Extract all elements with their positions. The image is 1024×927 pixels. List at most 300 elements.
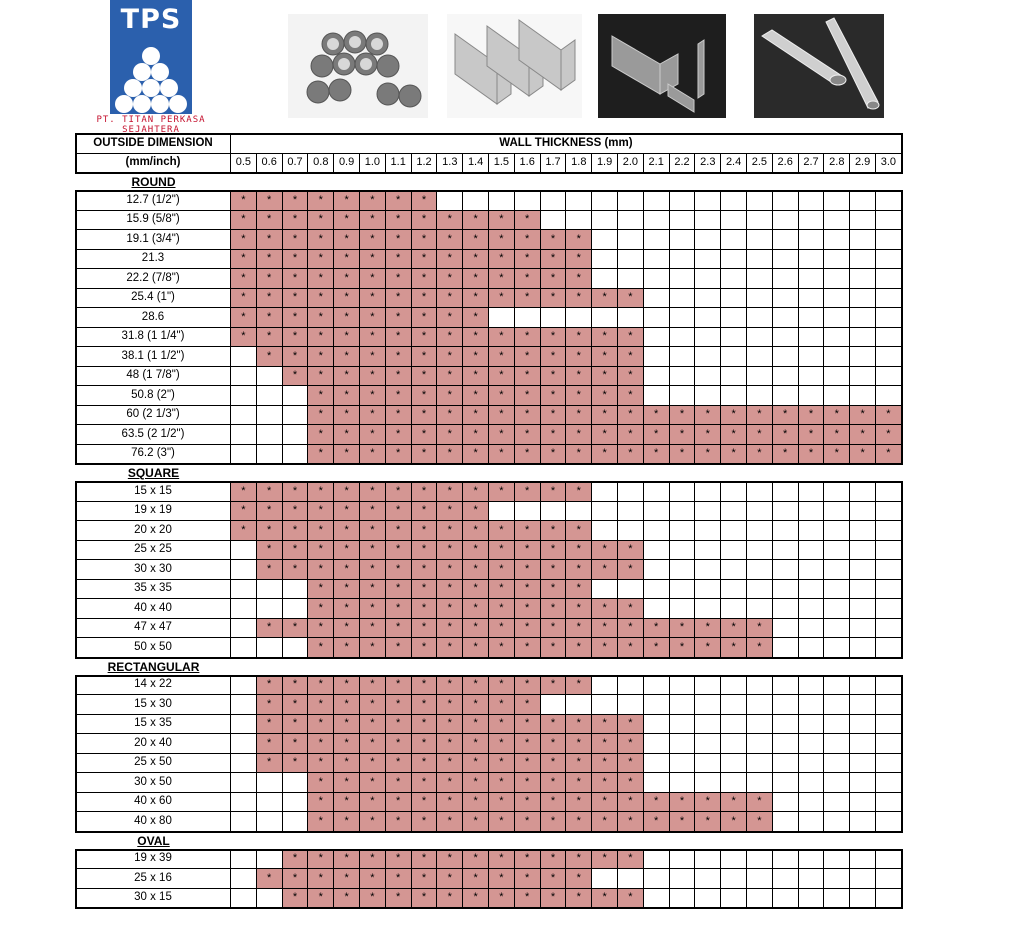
available-cell: *	[334, 482, 360, 502]
empty-cell	[824, 889, 850, 909]
empty-cell	[850, 869, 876, 889]
available-cell: *	[386, 502, 412, 522]
empty-cell	[747, 521, 773, 541]
empty-cell	[618, 250, 644, 270]
available-cell: *	[489, 580, 515, 600]
available-cell: *	[334, 754, 360, 774]
available-cell: *	[437, 580, 463, 600]
empty-cell	[824, 211, 850, 231]
available-cell: *	[334, 560, 360, 580]
size-cell: 25 x 25	[76, 541, 231, 561]
empty-cell	[824, 347, 850, 367]
empty-cell	[721, 773, 747, 793]
empty-cell	[721, 599, 747, 619]
empty-cell	[463, 191, 489, 211]
available-cell: *	[283, 502, 309, 522]
available-cell: *	[257, 521, 283, 541]
available-cell: *	[334, 425, 360, 445]
available-cell: *	[773, 425, 799, 445]
available-cell: *	[541, 269, 567, 289]
thickness-column-header: 1.9	[592, 154, 618, 174]
empty-cell	[799, 289, 825, 309]
available-cell: *	[463, 406, 489, 426]
empty-cell	[644, 580, 670, 600]
available-cell: *	[283, 850, 309, 870]
available-cell: *	[360, 269, 386, 289]
empty-cell	[850, 191, 876, 211]
available-cell: *	[386, 580, 412, 600]
available-cell: *	[437, 773, 463, 793]
empty-cell	[876, 619, 902, 639]
available-cell: *	[308, 406, 334, 426]
available-cell: *	[334, 521, 360, 541]
available-cell: *	[231, 230, 257, 250]
empty-cell	[773, 638, 799, 658]
empty-cell	[231, 425, 257, 445]
available-cell: *	[412, 211, 438, 231]
empty-cell	[231, 599, 257, 619]
empty-cell	[824, 638, 850, 658]
empty-cell	[592, 482, 618, 502]
available-cell: *	[283, 560, 309, 580]
empty-cell	[773, 308, 799, 328]
empty-cell	[670, 211, 696, 231]
size-cell: 14 x 22	[76, 676, 231, 696]
available-cell: *	[541, 734, 567, 754]
available-cell: *	[850, 445, 876, 465]
available-cell: *	[308, 773, 334, 793]
empty-cell	[721, 541, 747, 561]
empty-cell	[876, 541, 902, 561]
empty-cell	[876, 580, 902, 600]
empty-cell	[618, 676, 644, 696]
available-cell: *	[618, 773, 644, 793]
empty-cell	[695, 521, 721, 541]
size-cell: 63.5 (2 1/2")	[76, 425, 231, 445]
available-cell: *	[257, 541, 283, 561]
empty-cell	[721, 869, 747, 889]
available-cell: *	[747, 425, 773, 445]
company-logo	[78, 0, 224, 135]
thickness-column-header: 2.5	[747, 154, 773, 174]
empty-cell	[773, 347, 799, 367]
available-cell: *	[360, 250, 386, 270]
available-cell: *	[308, 502, 334, 522]
available-cell: *	[541, 715, 567, 735]
empty-cell	[799, 773, 825, 793]
empty-cell	[824, 869, 850, 889]
available-cell: *	[412, 425, 438, 445]
available-cell: *	[463, 869, 489, 889]
empty-cell	[257, 850, 283, 870]
empty-cell	[876, 230, 902, 250]
empty-cell	[231, 386, 257, 406]
available-cell: *	[721, 619, 747, 639]
available-cell: *	[747, 445, 773, 465]
empty-cell	[824, 328, 850, 348]
empty-cell	[773, 191, 799, 211]
available-cell: *	[566, 269, 592, 289]
empty-cell	[850, 889, 876, 909]
empty-cell	[618, 211, 644, 231]
empty-cell	[231, 869, 257, 889]
available-cell: *	[412, 850, 438, 870]
available-cell: *	[618, 850, 644, 870]
available-cell: *	[463, 328, 489, 348]
empty-cell	[850, 773, 876, 793]
available-cell: *	[308, 715, 334, 735]
available-cell: *	[360, 191, 386, 211]
empty-cell	[592, 308, 618, 328]
empty-cell	[824, 773, 850, 793]
available-cell: *	[541, 328, 567, 348]
empty-cell	[773, 812, 799, 832]
empty-cell	[618, 695, 644, 715]
available-cell: *	[489, 211, 515, 231]
section-title: ROUND	[131, 175, 176, 189]
available-cell: *	[541, 850, 567, 870]
available-cell: *	[618, 541, 644, 561]
empty-cell	[824, 676, 850, 696]
available-cell: *	[437, 521, 463, 541]
empty-cell	[773, 328, 799, 348]
empty-cell	[799, 869, 825, 889]
empty-cell	[747, 889, 773, 909]
empty-cell	[824, 812, 850, 832]
empty-cell	[773, 211, 799, 231]
empty-cell	[670, 580, 696, 600]
available-cell: *	[231, 328, 257, 348]
empty-cell	[850, 715, 876, 735]
size-cell: 48 (1 7/8")	[76, 367, 231, 387]
empty-cell	[541, 695, 567, 715]
available-cell: *	[437, 793, 463, 813]
empty-cell	[695, 541, 721, 561]
empty-cell	[799, 812, 825, 832]
available-cell: *	[463, 754, 489, 774]
empty-cell	[257, 599, 283, 619]
available-cell: *	[437, 250, 463, 270]
available-cell: *	[747, 793, 773, 813]
available-cell: *	[566, 328, 592, 348]
empty-cell	[876, 676, 902, 696]
thickness-column-header: 0.9	[334, 154, 360, 174]
available-cell: *	[489, 619, 515, 639]
available-cell: *	[386, 250, 412, 270]
available-cell: *	[412, 289, 438, 309]
available-cell: *	[618, 367, 644, 387]
empty-cell	[773, 367, 799, 387]
empty-cell	[721, 754, 747, 774]
available-cell: *	[334, 676, 360, 696]
available-cell: *	[308, 793, 334, 813]
empty-cell	[644, 269, 670, 289]
available-cell: *	[412, 812, 438, 832]
empty-cell	[644, 850, 670, 870]
available-cell: *	[541, 619, 567, 639]
available-cell: *	[670, 812, 696, 832]
empty-cell	[799, 367, 825, 387]
empty-cell	[773, 250, 799, 270]
available-cell: *	[566, 850, 592, 870]
empty-cell	[773, 289, 799, 309]
available-cell: *	[412, 367, 438, 387]
empty-cell	[257, 889, 283, 909]
available-cell: *	[231, 191, 257, 211]
thickness-column-header: 2.7	[799, 154, 825, 174]
empty-cell	[773, 482, 799, 502]
empty-cell	[747, 386, 773, 406]
available-cell: *	[515, 734, 541, 754]
available-cell: *	[670, 793, 696, 813]
empty-cell	[824, 308, 850, 328]
available-cell: *	[515, 715, 541, 735]
available-cell: *	[412, 308, 438, 328]
empty-cell	[747, 715, 773, 735]
available-cell: *	[283, 869, 309, 889]
thickness-column-header: 2.9	[850, 154, 876, 174]
available-cell: *	[437, 269, 463, 289]
available-cell: *	[283, 328, 309, 348]
thickness-column-header: 1.7	[541, 154, 567, 174]
available-cell: *	[489, 889, 515, 909]
available-cell: *	[463, 793, 489, 813]
available-cell: *	[670, 406, 696, 426]
empty-cell	[695, 482, 721, 502]
available-cell: *	[334, 793, 360, 813]
available-cell: *	[231, 482, 257, 502]
empty-cell	[231, 347, 257, 367]
available-cell: *	[876, 406, 902, 426]
empty-cell	[850, 754, 876, 774]
size-cell: 20 x 20	[76, 521, 231, 541]
available-cell: *	[566, 869, 592, 889]
available-cell: *	[334, 191, 360, 211]
empty-cell	[644, 754, 670, 774]
size-cell: 25.4 (1")	[76, 289, 231, 309]
empty-cell	[644, 734, 670, 754]
available-cell: *	[360, 638, 386, 658]
empty-cell	[670, 869, 696, 889]
empty-cell	[670, 308, 696, 328]
available-cell: *	[463, 289, 489, 309]
thickness-column-header: 2.8	[824, 154, 850, 174]
available-cell: *	[515, 560, 541, 580]
empty-cell	[721, 386, 747, 406]
empty-cell	[721, 734, 747, 754]
empty-cell	[695, 715, 721, 735]
empty-cell	[799, 638, 825, 658]
empty-cell	[592, 269, 618, 289]
available-cell: *	[463, 599, 489, 619]
available-cell: *	[489, 812, 515, 832]
available-cell: *	[308, 599, 334, 619]
empty-cell	[231, 406, 257, 426]
empty-cell	[799, 521, 825, 541]
empty-cell	[231, 812, 257, 832]
available-cell: *	[386, 560, 412, 580]
available-cell: *	[747, 812, 773, 832]
available-cell: *	[334, 715, 360, 735]
available-cell: *	[489, 638, 515, 658]
available-cell: *	[489, 715, 515, 735]
available-cell: *	[541, 541, 567, 561]
available-cell: *	[386, 850, 412, 870]
available-cell: *	[412, 445, 438, 465]
available-cell: *	[463, 211, 489, 231]
empty-cell	[670, 734, 696, 754]
available-cell: *	[412, 502, 438, 522]
available-cell: *	[386, 269, 412, 289]
available-cell: *	[489, 754, 515, 774]
empty-cell	[670, 367, 696, 387]
empty-cell	[876, 715, 902, 735]
available-cell: *	[257, 191, 283, 211]
empty-cell	[850, 638, 876, 658]
empty-cell	[644, 250, 670, 270]
available-cell: *	[850, 425, 876, 445]
empty-cell	[747, 367, 773, 387]
available-cell: *	[541, 347, 567, 367]
available-cell: *	[618, 386, 644, 406]
empty-cell	[824, 580, 850, 600]
empty-cell	[747, 328, 773, 348]
available-cell: *	[360, 619, 386, 639]
available-cell: *	[463, 812, 489, 832]
available-cell: *	[360, 289, 386, 309]
available-cell: *	[386, 230, 412, 250]
available-cell: *	[334, 695, 360, 715]
thickness-column-header: 1.1	[386, 154, 412, 174]
available-cell: *	[592, 754, 618, 774]
empty-cell	[850, 482, 876, 502]
available-cell: *	[308, 347, 334, 367]
available-cell: *	[386, 308, 412, 328]
empty-cell	[618, 869, 644, 889]
available-cell: *	[283, 521, 309, 541]
available-cell: *	[386, 695, 412, 715]
available-cell: *	[437, 734, 463, 754]
available-cell: *	[592, 406, 618, 426]
empty-cell	[876, 250, 902, 270]
empty-cell	[747, 541, 773, 561]
available-cell: *	[721, 793, 747, 813]
size-cell: 15 x 35	[76, 715, 231, 735]
available-cell: *	[334, 502, 360, 522]
available-cell: *	[360, 386, 386, 406]
available-cell: *	[257, 502, 283, 522]
square-pipes-photo	[447, 14, 582, 118]
available-cell: *	[566, 406, 592, 426]
empty-cell	[644, 230, 670, 250]
empty-cell	[695, 773, 721, 793]
available-cell: *	[541, 250, 567, 270]
empty-cell	[695, 754, 721, 774]
available-cell: *	[437, 230, 463, 250]
available-cell: *	[360, 793, 386, 813]
available-cell: *	[695, 638, 721, 658]
empty-cell	[283, 445, 309, 465]
available-cell: *	[463, 580, 489, 600]
empty-cell	[644, 560, 670, 580]
empty-cell	[670, 502, 696, 522]
available-cell: *	[566, 599, 592, 619]
available-cell: *	[644, 812, 670, 832]
available-cell: *	[489, 850, 515, 870]
empty-cell	[824, 754, 850, 774]
empty-cell	[670, 269, 696, 289]
empty-cell	[489, 502, 515, 522]
available-cell: *	[566, 619, 592, 639]
empty-cell	[695, 250, 721, 270]
available-cell: *	[334, 599, 360, 619]
empty-cell	[283, 773, 309, 793]
empty-cell	[644, 715, 670, 735]
available-cell: *	[386, 445, 412, 465]
empty-cell	[747, 211, 773, 231]
available-cell: *	[541, 754, 567, 774]
available-cell: *	[541, 482, 567, 502]
available-cell: *	[412, 580, 438, 600]
available-cell: *	[618, 793, 644, 813]
section-title: OVAL	[137, 833, 170, 848]
available-cell: *	[360, 734, 386, 754]
available-cell: *	[695, 425, 721, 445]
empty-cell	[773, 734, 799, 754]
available-cell: *	[386, 347, 412, 367]
available-cell: *	[592, 773, 618, 793]
empty-cell	[231, 445, 257, 465]
empty-cell	[644, 328, 670, 348]
available-cell: *	[541, 869, 567, 889]
available-cell: *	[360, 482, 386, 502]
empty-cell	[799, 482, 825, 502]
available-cell: *	[618, 754, 644, 774]
empty-cell	[799, 889, 825, 909]
available-cell: *	[541, 406, 567, 426]
available-cell: *	[308, 445, 334, 465]
available-cell: *	[515, 773, 541, 793]
available-cell: *	[231, 250, 257, 270]
available-cell: *	[489, 367, 515, 387]
empty-cell	[747, 230, 773, 250]
available-cell: *	[360, 580, 386, 600]
empty-cell	[747, 676, 773, 696]
empty-cell	[721, 676, 747, 696]
available-cell: *	[463, 250, 489, 270]
available-cell: *	[618, 347, 644, 367]
available-cell: *	[489, 482, 515, 502]
empty-cell	[592, 676, 618, 696]
available-cell: *	[386, 367, 412, 387]
empty-cell	[850, 541, 876, 561]
empty-cell	[695, 580, 721, 600]
empty-cell	[824, 734, 850, 754]
empty-cell	[670, 521, 696, 541]
empty-cell	[695, 599, 721, 619]
available-cell: *	[386, 521, 412, 541]
available-cell: *	[463, 367, 489, 387]
empty-cell	[876, 521, 902, 541]
available-cell: *	[592, 347, 618, 367]
available-cell: *	[592, 367, 618, 387]
available-cell: *	[257, 211, 283, 231]
empty-cell	[695, 230, 721, 250]
thickness-column-header: 1.3	[437, 154, 463, 174]
available-cell: *	[360, 599, 386, 619]
available-cell: *	[773, 445, 799, 465]
available-cell: *	[644, 619, 670, 639]
